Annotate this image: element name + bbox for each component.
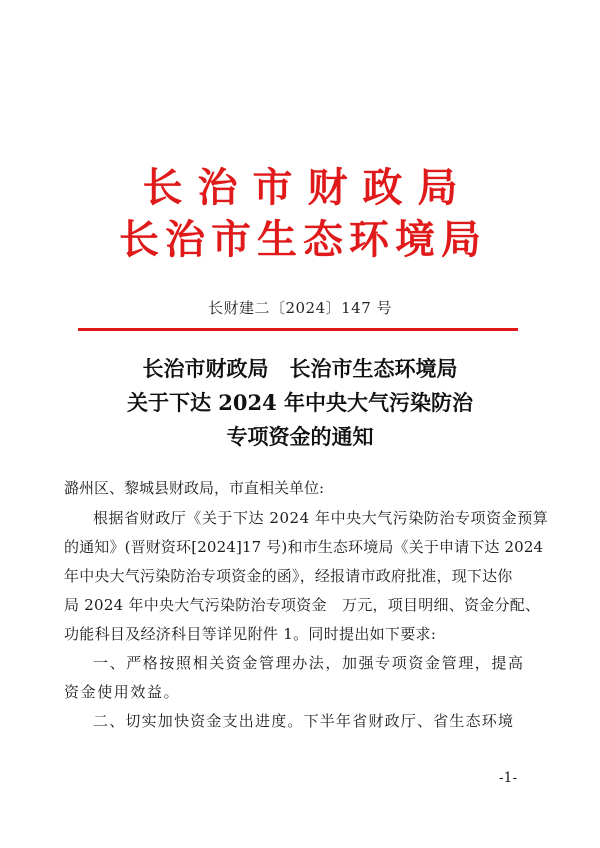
page-number: -1- [498, 770, 518, 786]
body-line: 二、切实加快资金支出进度。下半年省财政厅、省生态环境 [93, 712, 515, 730]
body-line: 一、严格按照相关资金管理办法，加强专项资金管理，提高 [93, 654, 525, 672]
body-line: 的通知》(晋财资环[2024]17 号)和市生态环境局《关于申请下达 2024 [64, 538, 544, 556]
body-line: 资金使用效益。 [64, 683, 181, 701]
body-line: 功能科目及经济科目等详见附件 1。同时提出如下要求: [64, 625, 437, 643]
body-line: 年中央大气污染防治专项资金的函》，经报请市政府批准，现下达你 [64, 567, 513, 585]
red-separator-rule [78, 328, 518, 331]
document-title-line-1: 长治市财政局 长治市生态环境局 [142, 356, 458, 381]
salutation: 潞州区、黎城县财政局，市直相关单位: [64, 479, 325, 497]
body-line: 局 2024 年中央大气污染防治专项资金 万元，项目明细、资金分配、 [64, 596, 541, 614]
issuer-name-ecology-bureau: 长治市生态环境局 [119, 216, 487, 263]
issuer-name-finance-bureau: 长治市财政局 [142, 164, 473, 211]
document-number: 长财建二〔2024〕147 号 [207, 299, 393, 317]
document-title-line-2: 关于下达 2024 年中央大气污染防治 [126, 390, 474, 415]
body-line: 根据省财政厅《关于下达 2024 年中央大气污染防治专项资金预算 [93, 509, 549, 527]
document-title-line-3: 专项资金的通知 [226, 424, 374, 449]
